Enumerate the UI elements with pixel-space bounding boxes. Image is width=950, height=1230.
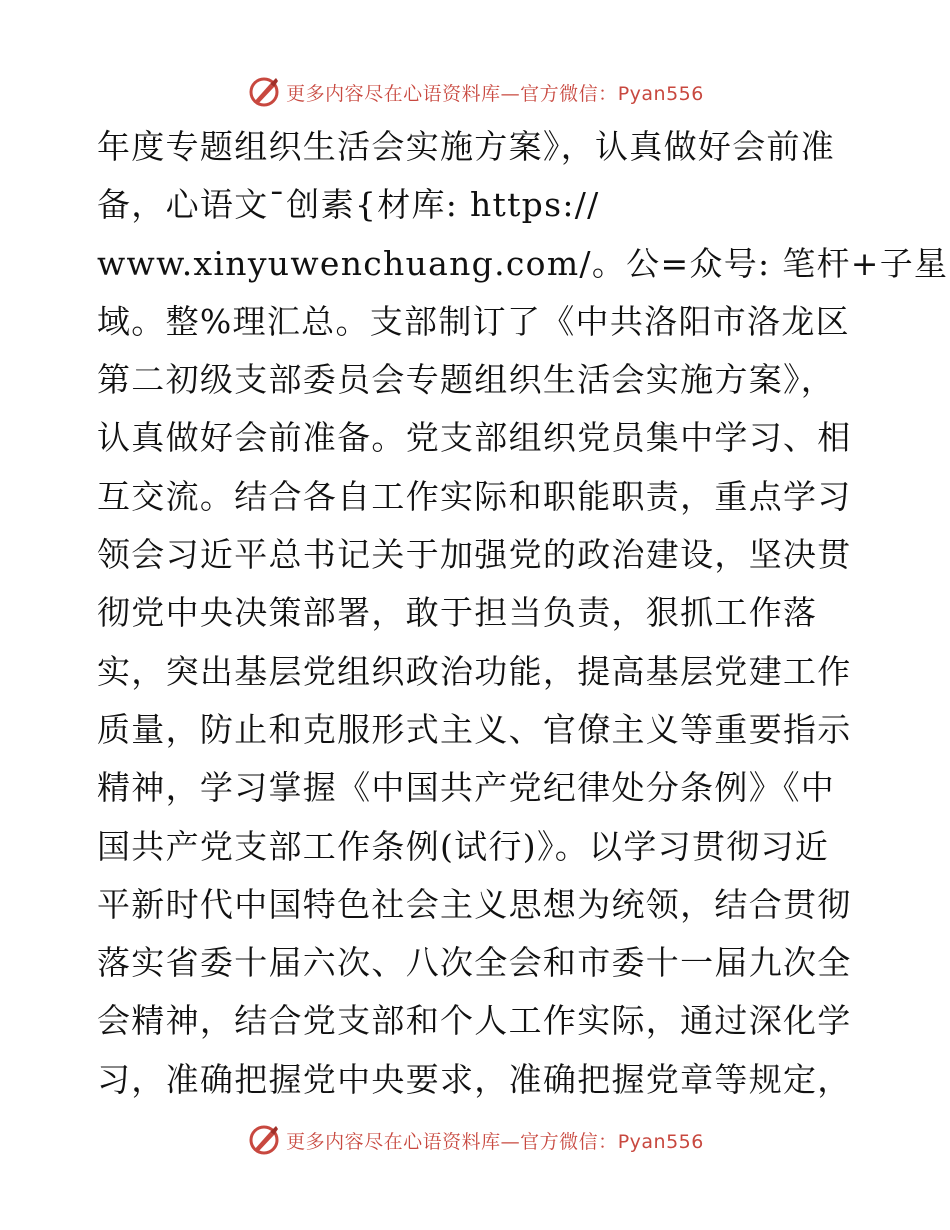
body-line: 域。整%理汇总。支部制订了《中共洛阳市洛龙区: [97, 301, 850, 341]
footer-banner-wechat-label: 官方微信：: [520, 1130, 618, 1153]
body-line: 年度专题组织生活会实施方案》，认真做好会前准: [97, 127, 836, 166]
body-line: 习，准确把握党中央要求，准确把握党章等规定，: [97, 1059, 852, 1099]
body-line: www.xinyuwenchuang.com/。公=众号: 笔杆+子星: [97, 243, 949, 283]
header-banner-text: [286, 79, 704, 106]
body-line: 质量，防止和克服形式主义、官僚主义等重要指示: [97, 709, 852, 749]
body-line: 认真做好会前准备。党支部组织党员集中学习、相: [97, 418, 852, 458]
header-banner-wechat-id: Pyan556: [617, 82, 704, 105]
body-line: 国共产党支部工作条例(试行)》。以学习贯彻习近: [97, 826, 830, 866]
body-line: 会精神，结合党支部和个人工作实际，通过深化学: [97, 1001, 852, 1041]
body-line: 实，突出基层党组织政治功能，提高基层党建工作: [97, 651, 852, 691]
footer-banner-text: [286, 1127, 704, 1154]
footer-banner-wechat-id: Pyan556: [617, 1130, 704, 1153]
header-banner: [0, 72, 950, 112]
pen-in-circle-logo-icon: [246, 1122, 282, 1158]
body-line: 第二初级支部委员会专题组织生活会实施方案》，: [97, 360, 836, 400]
body-line: 平新时代中国特色社会主义思想为统领，结合贯彻: [97, 884, 852, 924]
footer-banner-dash: —: [500, 1130, 521, 1153]
body-line: 彻党中央决策部署，敢于担当负责，狠抓工作落: [97, 593, 818, 633]
header-banner-title: 更多内容尽在心语资料库: [286, 82, 501, 105]
document-body: [97, 118, 949, 1109]
body-line: 互交流。结合各自工作实际和职能职责，重点学习: [97, 476, 852, 516]
body-line: 领会习近平总书记关于加强党的政治建设，坚决贯: [97, 535, 852, 575]
body-line: 精神，学习掌握《中国共产党纪律处分条例》《中: [97, 768, 836, 808]
body-line: 落实省委十届六次、八次全会和市委十一届九次全: [97, 943, 852, 983]
header-banner-wechat-label: 官方微信：: [520, 82, 618, 105]
header-banner-dash: —: [500, 82, 521, 105]
footer-banner: [0, 1120, 950, 1160]
footer-banner-title: 更多内容尽在心语资料库: [286, 1130, 501, 1153]
body-line: 备，心语文¯创素{材库: https://: [97, 185, 600, 225]
pen-in-circle-logo-icon: [246, 74, 282, 110]
